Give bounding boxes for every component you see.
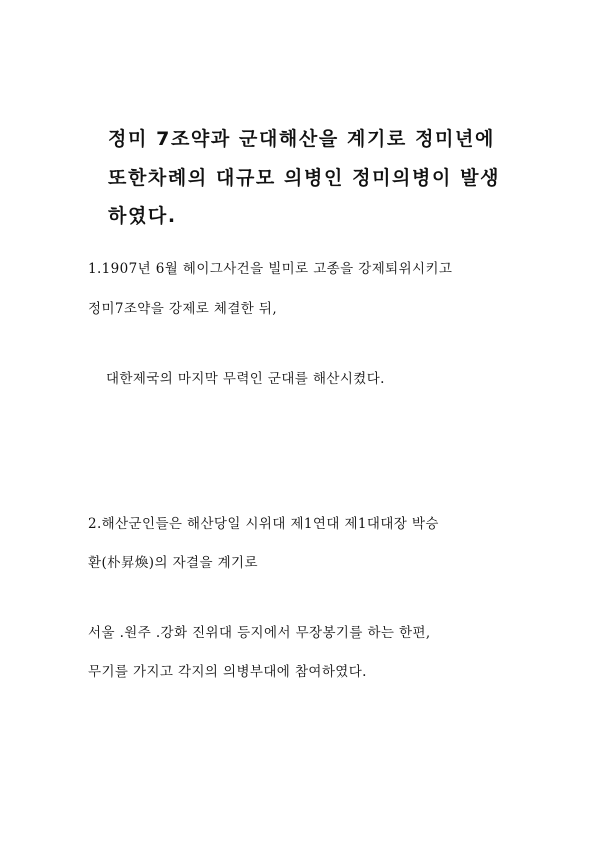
paragraph-3-line-2: 환(朴昇煥)의 자결을 계기로 [88,555,258,571]
paragraph-4-line-2: 무기를 가지고 각지의 의병부대에 참여하였다. [88,664,367,680]
paragraph-4-line-1: 서울 .원주 .강화 진위대 등지에서 무장봉기를 하는 한편, [88,625,431,641]
paragraph-2-line-1: 대한제국의 마지막 무력인 군대를 해산시켰다. [106,371,385,387]
title-line-2: 또한차례의 대규모 의병인 정미의병이 발생 [108,167,501,189]
title-line-3: 하였다. [108,205,177,227]
title-line-1: 정미 7조약과 군대해산을 계기로 정미년에 [108,128,495,150]
paragraph-1-line-2: 정미7조약을 강제로 체결한 뒤, [88,301,278,317]
paragraph-3-line-1: 2.해산군인들은 해산당일 시위대 제1연대 제1대대장 박승 [88,516,439,532]
paragraph-1-line-1: 1.1907년 6월 헤이그사건을 빌미로 고종을 강제퇴위시키고 [88,261,453,277]
